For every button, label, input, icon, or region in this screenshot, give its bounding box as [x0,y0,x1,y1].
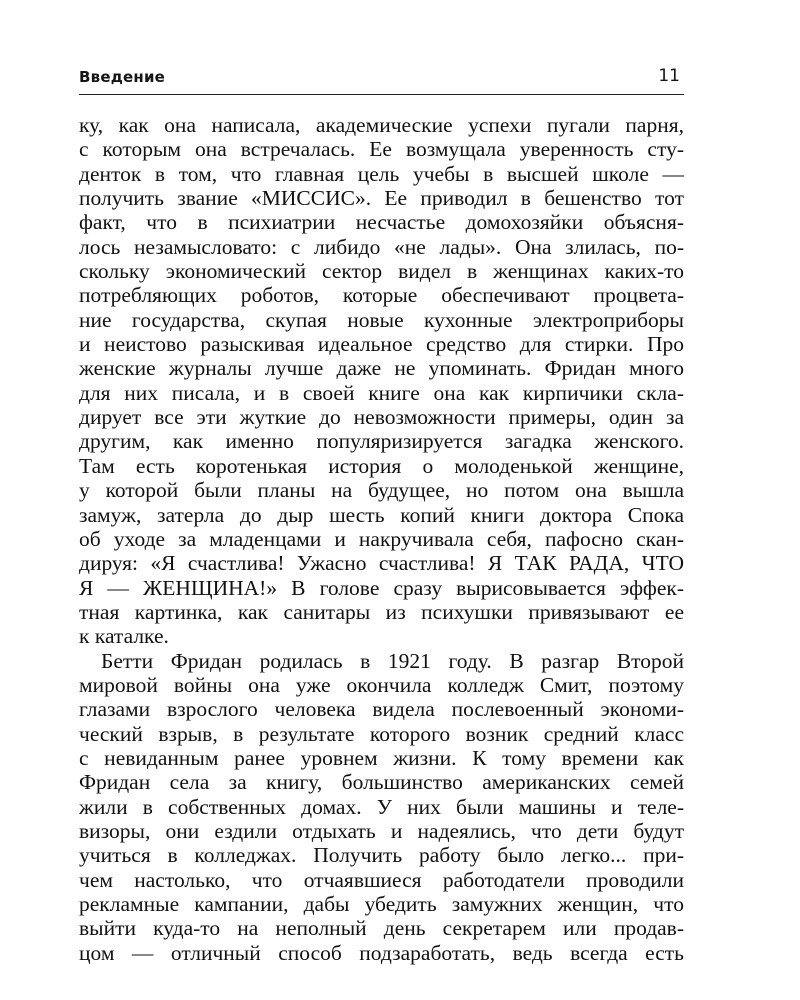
text-line: с которым она встречалась. Ее возмущала уверенность сту- [79,137,684,162]
text-line: ние государства, скупая новые кухонные электроприборы [79,307,684,332]
text-line: факт, что в психиатрии несчастье домохозяйки объясня- [79,210,684,235]
text-line: другим, как именно популяризируется загадка женского. [79,429,684,454]
text-line: глазами взрослого человека видела послевоенный экономи- [79,697,684,722]
text-line: визоры, они ездили отдыхать и надеялись, что дети будут [79,818,684,843]
running-head [79,64,684,95]
text-line: денток в том, что главная цель учебы в высшей школе — [79,161,684,186]
text-line: чем настолько, что отчаявшиеся работодатели проводили [79,867,684,892]
text-line: дирует все эти жуткие до невозможности примеры, один за [79,405,684,430]
body-text [79,113,684,965]
text-line: выйти куда-то на неполный день секретарем или продав- [79,916,684,941]
page-number: 11 [658,66,680,86]
text-line: и неистово разыскивая идеальное средство для стирки. Про [79,332,684,357]
text-line: женские журналы лучше даже не упоминать. Фридан много [79,356,684,381]
text-line: ку, как она написала, академические успехи пугали парня, [79,113,684,137]
text-line: мировой войны она уже окончила колледж Смит, поэтому [79,672,684,697]
paragraph-first-line: Бетти Фридан родилась в 1921 году. В разгар Второй [101,648,684,673]
text-line: учиться в колледжах. Получить работу было легко... при- [79,843,684,868]
text-line: потребляющих роботов, которые обеспечивают процвета- [79,283,684,308]
text-line: дируя: «Я счастлива! Ужасно счастлива! Я ТАК РАДА, ЧТО [79,551,684,576]
text-line: Я — ЖЕНЩИНА!» В голове сразу вырисовывается эффек- [79,575,684,600]
text-line: с невиданным ранее уровнем жизни. К тому времени как [79,745,684,770]
text-line: скольку экономический сектор видел в женщинах каких-то [79,259,684,284]
text-line: Там есть коротенькая история о молоденькой женщине, [79,453,684,478]
text-line: рекламные кампании, дабы убедить замужних женщин, что [79,892,684,916]
text-line: лось незамысловато: с либидо «не лады». Она злилась, по- [79,234,684,259]
text-line: получить звание «МИССИС». Ее приводил в бешенство тот [79,186,684,211]
section-title: Введение [79,68,166,86]
text-line: жили в собственных домах. У них были машины и теле- [79,794,684,819]
text-line: замуж, затерла до дыр шесть копий книги доктора Спока [79,502,684,527]
text-line: у которой были планы на будущее, но потом она вышла [79,478,684,503]
text-line: для них писала, и в своей книге она как кирпичики скла- [79,380,684,405]
text-line: цом — отличный способ подзаработать, ведь всегда есть [79,940,684,965]
text-line: тная картинка, как санитары из психушки привязывают ее [79,599,684,624]
paragraph-last-line: к каталке. [79,624,169,649]
text-line: Фридан села за книгу, большинство американских семей [79,770,684,795]
text-line: об уходе за младенцами и накручивала себя, пафосно скан- [79,526,684,551]
text-line: ческий взрыв, в результате которого возник средний класс [79,721,684,746]
